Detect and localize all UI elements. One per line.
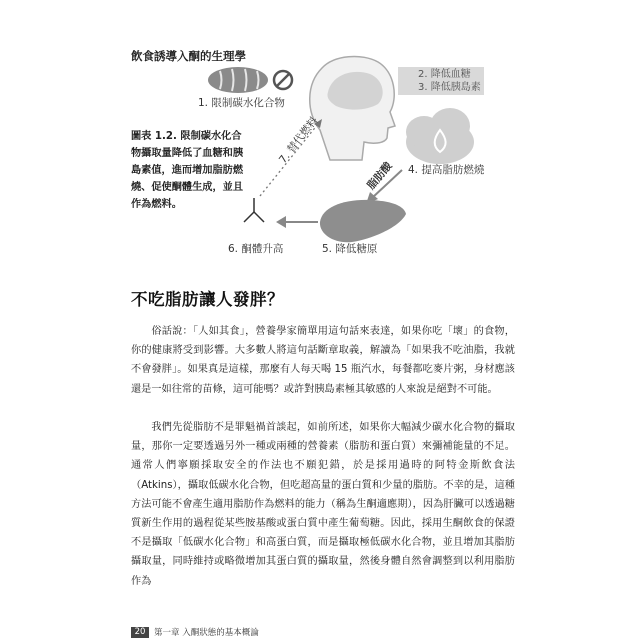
step4-label: 4. 提高脂肪燃燒 [408, 164, 485, 176]
step1-label: 1. 限制碳水化合物 [198, 97, 285, 109]
liver-icon [320, 200, 406, 242]
paragraph-1-text: 俗話說：「人如其食」，營養學家簡單用這句話來表達，如果你吃「壞」的食物，你的健康將受到影響。大多數人將這句話斷章取義，解讀為「如果我不吃油脂，我就不會發胖」。如果真是這樣，那麼有人每天喝 15 瓶汽水，每餐都吃麥片粥，身材應該還是一如往常的苗條，這可能嗎？或許對胰島素極其敏感的人來說是絕對不可能。 [131, 326, 515, 395]
head-profile-icon [310, 56, 395, 160]
step6-label: 6. 酮體升高 [228, 243, 284, 255]
section-heading: 不吃脂肪讓人發胖？ [131, 290, 284, 309]
figure-title: 飲食誘導入酮的生理學 [131, 49, 246, 63]
no-sign-icon [274, 71, 292, 89]
paragraph-2-text: 我們先從脂肪不是罪魁禍首談起，如前所述，如果你大幅減少碳水化合物的攝取量，那你一定要透過另外一種或兩種的營養素（脂肪和蛋白質）來彌補能量的不足。通常人們寧願採取安全的作法也不願犯錯，於是採用過時的阿特金斯飲食法（Atkins），攝取低碳水化合物，但吃超高量的蛋白質和少量的脂肪。不幸的是，這種方法可能不會產生適用脂肪作為燃料的能力（稱為生酮適應期），因為肝臟可以透過糖質新生作用的過程從某些胺基酸或蛋白質中產生葡萄糖。因此，採用生酮飲食的保證不是攝取「低碳水化合物」和高蛋白質，而是攝取極低碳水化合物，並且增加其脂肪攝取量，同時維持或略微增加其蛋白質的攝取量，然後身體自然會調整到以利用脂肪作為 [131, 422, 515, 587]
step7-label: 7. 替代燃料 [276, 114, 321, 166]
step5-label: 5. 降低糖原 [322, 243, 378, 255]
figure-caption: 圖表 1.2. 限制碳水化合物攝取量降低了血糖和胰島素值，進而增加脂肪燃燒、促使酮體生成，並且作為燃料。 [131, 131, 244, 210]
page-number: 20 [131, 627, 149, 638]
bread-icon [208, 67, 268, 93]
fatty-acid-label: 脂肪酸 [365, 160, 395, 192]
step3-label: 3. 降低胰島素 [418, 82, 481, 93]
paragraph-1 [131, 322, 515, 399]
footer-chapter: 第一章 入酮狀態的基本概論 [154, 628, 259, 638]
cloud-flame-icon [406, 108, 474, 164]
step2-label: 2. 降低血糖 [418, 69, 471, 80]
paragraph-2 [131, 418, 515, 591]
